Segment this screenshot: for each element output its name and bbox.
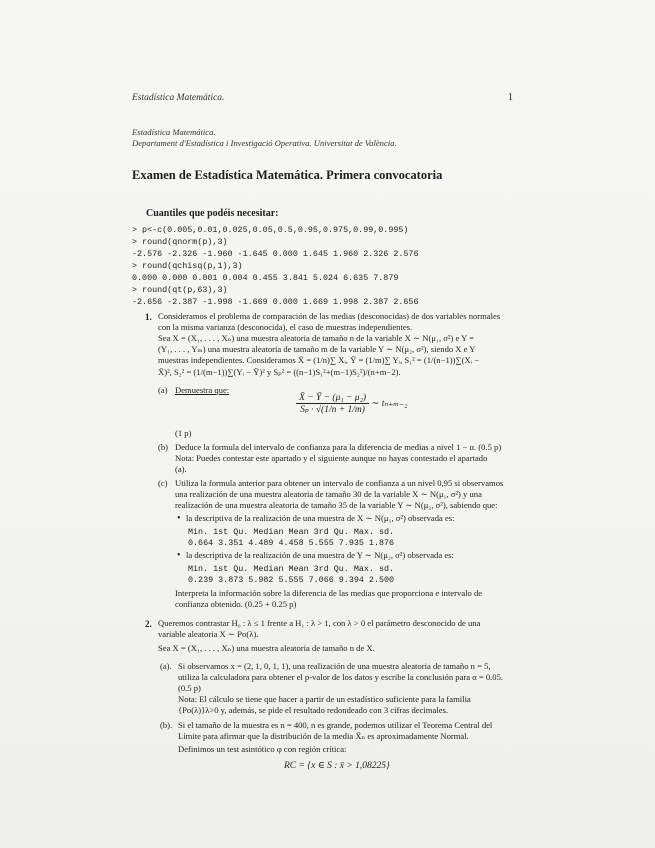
running-header: Estadística Matemática. — [132, 93, 225, 103]
t-distribution-rhs: ∼ tₙ₊ₘ₋₂ — [371, 399, 408, 410]
r-code-line: > round(qnorm(p),3) — [132, 237, 228, 247]
t-statistic-numerator: X̄ − Ȳ − (μ₁ − μ₂) — [296, 393, 369, 404]
problem-1-intro-line: X̄)², S₂² = (1/(m−1))∑(Yᵢ − Ȳ)² y Sₚ² = ((n−1)S₁²+(m−1)S₂²)/(n+m−2). — [158, 367, 401, 377]
r-code-line: > p<-c(0.005,0.01,0.025,0.05,0.5,0.95,0.975,0.99,0.995) — [132, 225, 409, 235]
t-statistic-formula — [296, 393, 407, 415]
r-code-line: > round(qchisq(p,1),3) — [132, 261, 243, 271]
part-1b-label: (b) — [158, 442, 169, 452]
part-1b-note: Nota: Puedes contestar este apartado y el siguiente aunque no hayas contestado el apartado — [175, 453, 488, 463]
problem-2-intro-line: Queremos contrastar H₀ : λ ≤ 1 frente a H₁ : λ > 1, con λ > 0 el parámetro desconocido de una — [158, 618, 481, 628]
part-1b-line: Deduce la formula del intervalo de confianza para la diferencia de medias a nivel 1 − α. (0.5 p) — [175, 442, 502, 452]
part-2b-label: (b). — [160, 720, 173, 730]
summary-table-y-row: 0.239 3.873 5.982 5.555 7.066 9.394 2.500 — [188, 575, 395, 585]
problem-1-intro-line: (Y₁, . . . , Yₘ) una muestra aleatoria de tamaño m de la variable Y ∼ N(μ₂, σ²), siendo X e Y — [158, 344, 476, 354]
problem-1-intro-line: con la misma varianza (desconocida), el caso de muestras independientes. — [158, 322, 413, 332]
part-2a-line: {Po(λ)}λ>0 y, además, se pide el resultado redondeado con 3 cifras decimales. — [178, 705, 449, 715]
page-number: 1 — [508, 92, 513, 103]
summary-table-x-row: 0.664 3.351 4.489 4.458 5.555 7.935 1.876 — [188, 538, 395, 548]
part-1c-closing: confianza obtenido. (0.25 + 0.25 p) — [175, 599, 297, 609]
t-statistic-fraction — [296, 393, 369, 415]
bullet-icon: • — [177, 513, 181, 524]
r-output-line: -2.576 -2.326 -1.960 -1.645 0.000 1.645 1.960 2.326 2.576 — [132, 249, 419, 259]
part-2a-line: Si observamos x = (2, 1, 0, 1, 1), una realización de una muestra aleatoria de tamaño n = 5, — [178, 661, 491, 671]
bullet-icon: • — [177, 550, 181, 561]
problem-2-number: 2. — [145, 619, 152, 629]
affiliation-line-1: Estadística Matemática. — [132, 127, 216, 137]
problem-1-intro-line: Consideramos el problema de comparación de las medias (desconocidas) de dos variables normales — [158, 311, 501, 321]
part-2a-label: (a). — [160, 661, 172, 671]
problem-2-intro-line: variable aleatoria X ∼ Po(λ). — [158, 629, 259, 639]
r-output-line: -2.656 -2.387 -1.998 -1.669 0.000 1.669 1.998 2.387 2.656 — [132, 297, 419, 307]
part-2b-line: Límite para afirmar que la distribución de la media X̄ₙ es aproximadamente Normal. — [178, 731, 469, 741]
part-2b-line: Definimos un test asintótico φ con región crítica: — [178, 744, 347, 754]
part-1c-label: (c) — [158, 478, 168, 488]
problem-1-number: 1. — [145, 312, 152, 322]
r-output-line: 0.000 0.000 0.001 0.004 0.455 3.841 5.024 6.635 7.879 — [132, 273, 399, 283]
summary-table-header: Min. 1st Qu. Median Mean 3rd Qu. Max. sd. — [188, 527, 395, 537]
part-1a-text: Demuestra que: — [175, 385, 230, 395]
bullet-y-text: la descriptiva de la realización de una muestra de Y ∼ N(μ₂, σ²) observada es: — [186, 550, 454, 560]
part-1c-line: realización de una muestra aleatoria de tamaño 35 de la variable Y ∼ N(μ₂, σ²), sabiendo que: — [175, 500, 498, 510]
part-1a-points: (1 p) — [175, 428, 192, 438]
part-2a-line: (0.5 p) — [178, 683, 201, 693]
summary-table-header: Min. 1st Qu. Median Mean 3rd Qu. Max. sd. — [188, 564, 395, 574]
part-2b-line: Si el tamaño de la muestra es n = 400, n es grande, podemos utilizar el Teorema Central del — [178, 720, 493, 730]
r-code-line: > round(qt(p,63),3) — [132, 285, 228, 295]
problem-1-intro-line: Sea X = (X₁, . . . , Xₙ) una muestra aleatoria de tamaño n de la variable X ∼ N(μ₁, σ²) e Y = — [158, 333, 475, 343]
problem-1-intro-line: muestras independientes. Consideramos X̄ = (1/n)∑ Xᵢ, Ȳ = (1/m)∑ Yᵢ, S₁² = (1/(n−1))∑(Xᵢ − — [158, 355, 480, 365]
part-2a-line: utiliza la calculadora para obtener el p-valor de los datos y escribe la conclusión para α = 0.05. — [178, 672, 504, 682]
critical-region: RC = {x ∈ S : x̄ > 1,08225} — [284, 761, 390, 771]
part-2a-note: Nota: El cálculo se tiene que hacer a partir de un estadístico suficiente para la familia — [178, 694, 471, 704]
part-1a-label: (a) — [158, 385, 168, 395]
part-1b-line: (a). — [175, 464, 187, 474]
bullet-x-text: la descriptiva de la realización de una muestra de X ∼ N(μ₁, σ²) observada es: — [186, 513, 455, 523]
affiliation-line-2: Departament d'Estadística i Investigació Operativa. Universitat de València. — [132, 138, 397, 148]
part-1c-line: Utiliza la formula anterior para obtener un intervalo de confianza a un nivel 0,95 si observamos — [175, 478, 504, 488]
part-1c-closing: Interpreta la información sobre la diferencia de las medias que proporciona e intervalo de — [175, 588, 483, 598]
exam-title: Examen de Estadística Matemática. Primera convocatoria — [132, 168, 443, 182]
t-statistic-denominator: Sₚ · √(1/n + 1/m) — [300, 405, 365, 415]
problem-2-intro-line: Sea X = (X₁, . . . , Xₙ) una muestra aleatoria de tamaño n de X. — [158, 643, 375, 653]
part-1c-line: una realización de una muestra aleatoria de tamaño 30 de la variable X ∼ N(μ₁, σ²) y una — [175, 489, 482, 499]
quantiles-heading: Cuantiles que podéis necesitar: — [146, 208, 279, 219]
